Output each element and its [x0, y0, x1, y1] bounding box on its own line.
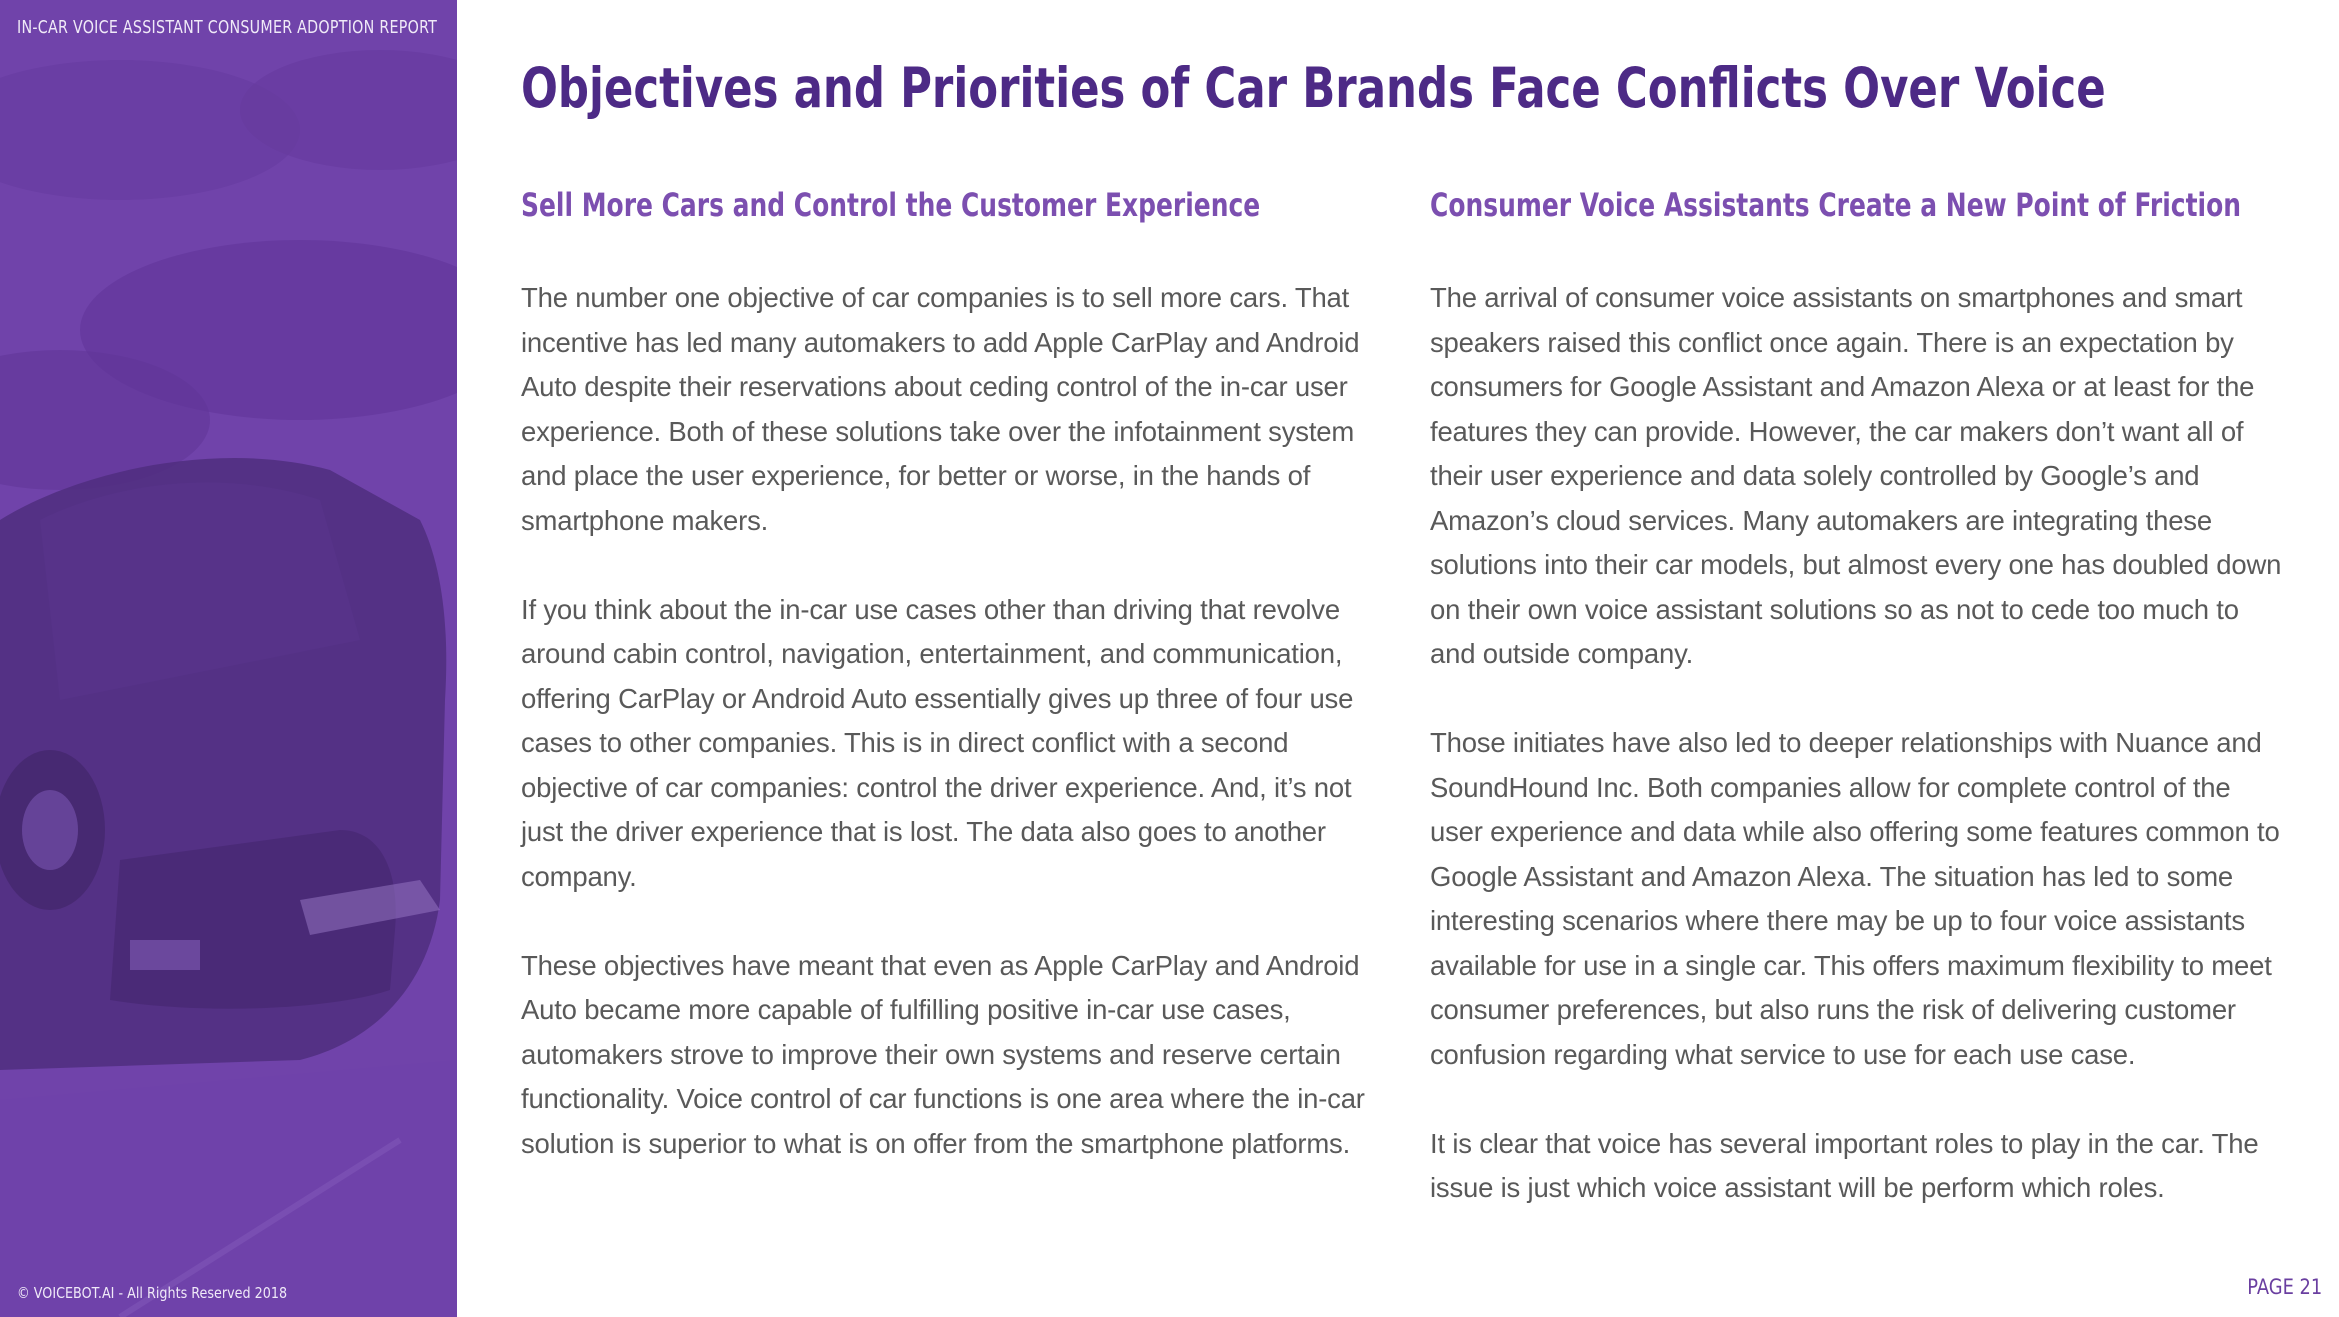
page-title: Objectives and Priorities of Car Brands Face Conflicts Over Voice [521, 56, 2106, 120]
right-column [1430, 186, 2290, 1255]
left-paragraph: These objectives have meant that even as Apple CarPlay and Android Auto became more capable of fulfilling positive in-car use cases, automakers strove to improve their own systems and reserve certain functionality. Voice control of car functions is one area where the in-car solution is superior to what is on offer from the smartphone platforms. [521, 949, 1365, 1159]
right-column-heading: Consumer Voice Assistants Create a New Point of Friction [1430, 186, 2241, 224]
left-paragraph: If you think about the in-car use cases other than driving that revolve around cabin control, navigation, entertainment, and communication, offering CarPlay or Android Auto essentially gives up three of four use cases to other companies. This is in direct conflict with a second objective of car companies: control the driver experience. And, it’s not just the driver experience that is lost. The data also goes to another company. [521, 593, 1354, 892]
right-paragraph: It is clear that voice has several important roles to play in the car. The issue is just which voice assistant will be perform which roles. [1430, 1127, 2259, 1203]
left-column-heading: Sell More Cars and Control the Customer Experience [521, 186, 1261, 224]
left-column [521, 186, 1381, 1211]
right-paragraph: Those initiates have also led to deeper relationships with Nuance and SoundHound Inc. Both companies allow for complete control of the user experience and data while also offering some features common to Google Assistant and Amazon Alexa. The situation has led to some interesting scenarios where there may be up to four voice assistants available for use in a single car. This offers maximum flexibility to meet consumer preferences, but also runs the risk of delivering customer confusion regarding what service to use for each use case. [1430, 727, 2280, 1070]
page-number: PAGE 21 [2246, 1275, 2322, 1299]
report-title: IN-CAR VOICE ASSISTANT CONSUMER ADOPTION REPORT [17, 17, 438, 38]
copyright-notice: © VOICEBOT.AI - All Rights Reserved 2018 [17, 1284, 288, 1302]
purple-overlay [0, 0, 457, 1317]
sidebar-photo-panel [0, 0, 457, 1317]
left-paragraph: The number one objective of car companies is to sell more cars. That incentive has led many automakers to add Apple CarPlay and Android Auto despite their reservations about ceding control of the in-car user experience. Both of these solutions take over the infotainment system and place the user experience, for better or worse, in the hands of smartphone makers. [521, 282, 1360, 536]
right-paragraph: The arrival of consumer voice assistants on smartphones and smart speakers raised this conflict once again. There is an expectation by consumers for Google Assistant and Amazon Alexa or at least for the features they can provide. However, the car makers don’t want all of their user experience and data solely controlled by Google’s and Amazon’s cloud services. Many automakers are integrating these solutions into their car models, but almost every one has doubled down on their own voice assistant solutions so as not to cede too much to and outside company. [1430, 282, 2282, 669]
